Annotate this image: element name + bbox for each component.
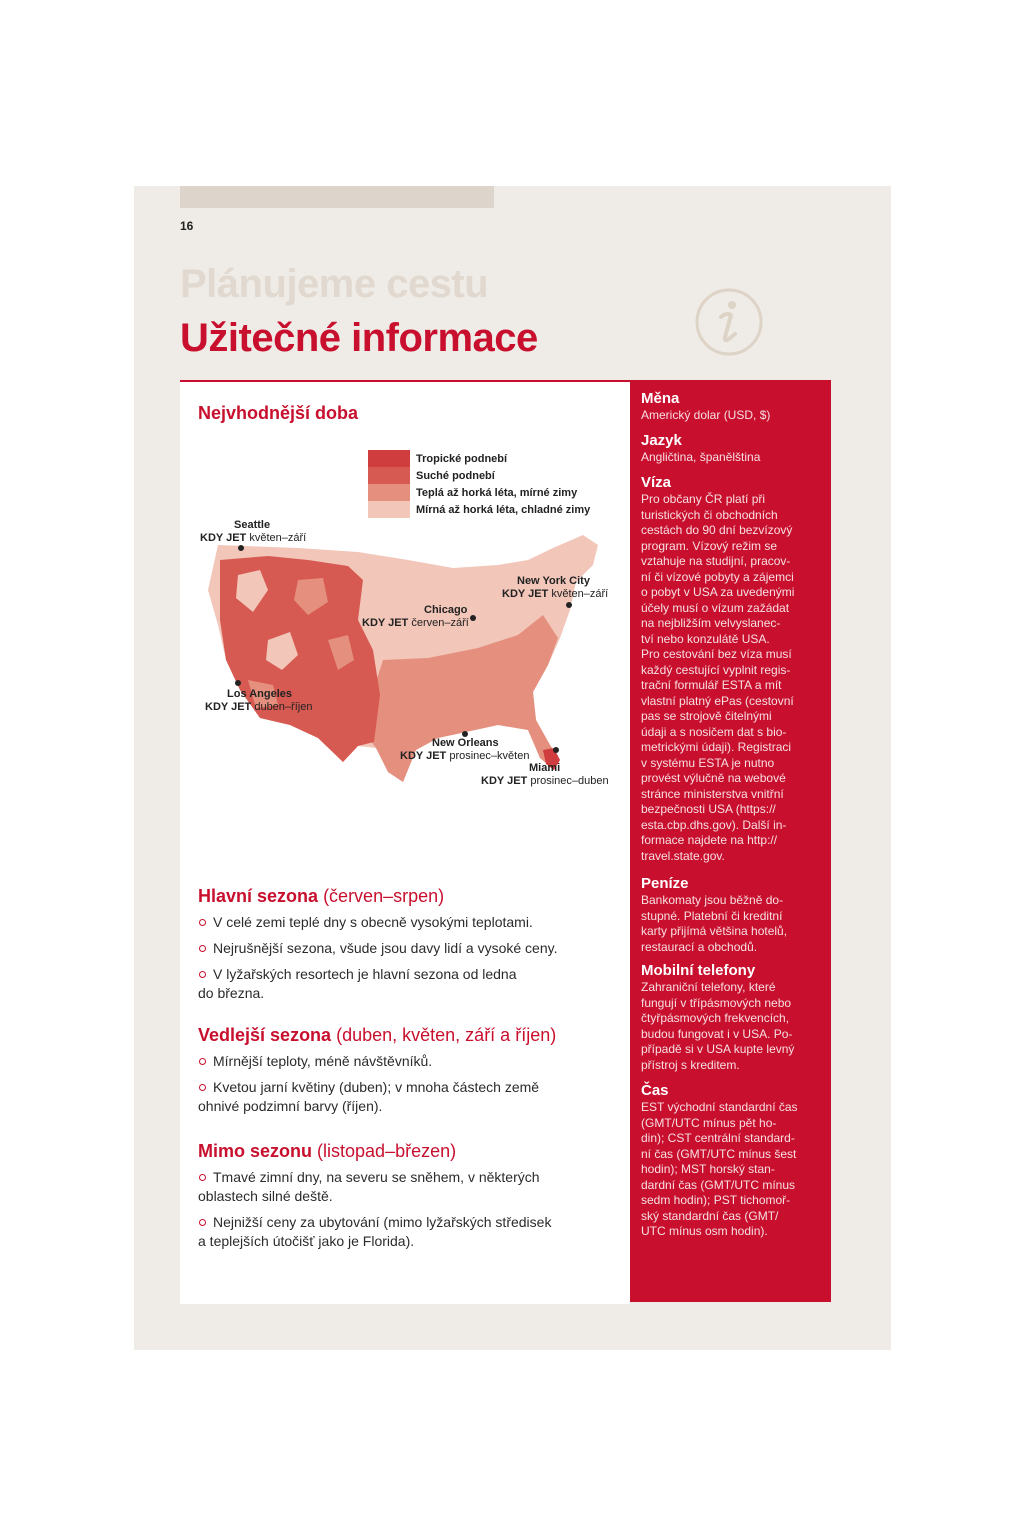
page-number: 16 [180,219,194,233]
city-name: New Orleans [432,737,499,749]
sidebar-line: v systému ESTA je nutno [641,755,775,770]
when-range: prosinec–květen [449,750,530,762]
sidebar-line: budou fungovat i v USA. Po- [641,1026,793,1041]
sidebar-heading: Víza [641,474,672,491]
city-name: Chicago [424,604,468,616]
page-title: Užitečné informace [180,316,538,360]
when-range: prosinec–duben [530,775,609,787]
sidebar-line: účely musí o vízum zažádat [641,600,790,615]
sidebar-line: metrickými údaji). Registraci [641,740,792,754]
sidebar-text [641,980,821,1073]
sidebar-line: formace najdete na http:// [641,833,778,847]
sidebar-line: bezpečnosti USA (https:// [641,802,776,816]
bullet-text-continued: do března. [198,985,265,1001]
sidebar-line: stránce ministerstva vnitřní [641,786,784,801]
best-time-heading: Nejvhodnější doba [198,403,359,423]
chapter-kicker: Plánujeme cestu [180,262,489,306]
legend-swatch-warm [368,484,410,501]
sidebar-line: Angličtina, španělština [641,450,761,464]
sidebar-line: sedm hodin); PST tichomoř- [641,1193,791,1207]
when-range: květen–září [551,588,609,600]
sidebar-line: údaji a s nosičem dat s bio- [641,724,787,739]
legend-row [368,450,590,467]
city-marker-la [235,680,241,686]
city-name: Los Angeles [227,688,292,700]
sidebar-line: provést výlučně na webové [641,771,786,785]
sidebar-line: Americký dolar (USD, $) [641,408,771,422]
sidebar-visa [641,474,821,864]
sidebar-heading: Měna [641,390,680,407]
sidebar-line: dardní čas (GMT/UTC mínus [641,1177,796,1192]
season-bullet: V celé zemi teplé dny s obecně vysokými teplotami. [198,913,618,932]
sidebar-line: Zahraniční telefony, které [641,980,776,994]
when-range: duben–říjen [254,701,313,713]
sidebar-heading: Jazyk [641,432,682,449]
info-icon [694,287,764,357]
legend-row [368,484,590,501]
legend-label: Mírná až horká léta, chladné zimy [416,503,591,516]
bullet-text: Kvetou jarní květiny (duben); v mnoha částech země [213,1079,540,1095]
sidebar-text [641,492,821,864]
season-bullet [198,1168,618,1206]
when-label: KDY JET [205,701,252,713]
bullet-text-continued: ohnivé podzimní barvy (říjen). [198,1098,383,1114]
bullet-text: Nejnižší ceny za ubytování (mimo lyžařských středisek [213,1214,552,1230]
sidebar-line: trační formulář ESTA a mít [641,678,782,692]
city-marker-miami [553,747,559,753]
sidebar-line: pas se strojově čitelnými [641,709,772,723]
sidebar-text [641,408,821,424]
sidebar-line: ní či vízové pobyty a zájemci [641,569,794,584]
legend-label: Teplá až horká léta, mírné zimy [416,486,578,499]
sidebar-line: Pro cestování bez víza musí [641,647,792,661]
legend-label: Suché podnebí [416,469,495,482]
city-name: Miami [529,762,561,774]
sidebar-line: Bankomaty jsou běžně do- [641,893,784,907]
sidebar-line: o pobyt v USA za uvedenými [641,585,795,599]
legend-row [368,467,590,484]
sidebar-line: vlastní platný ePas (cestovní [641,693,794,708]
sidebar-heading: Čas [641,1082,669,1099]
season-high [198,886,618,1010]
legend-swatch-tropical [368,450,410,467]
when-label: KDY JET [502,588,549,600]
city-label-los-angeles [205,688,312,714]
season-heading [198,1025,618,1046]
sidebar-line: turistických či obchodních [641,507,778,522]
season-bullet [198,965,618,1003]
sidebar-line: restaurací a obchodů. [641,939,758,954]
city-label-new-orleans [400,737,529,763]
legend-swatch-dry [368,467,410,484]
city-marker-nyc [566,602,572,608]
climate-legend [368,450,590,518]
season-heading [198,1141,618,1162]
bullet-text: Tmavé zimní dny, na severu se sněhem, v některých [213,1169,540,1185]
sidebar-heading: Peníze [641,875,689,892]
legend-row [368,501,590,518]
season-shoulder [198,1025,618,1123]
bullet-text-continued: oblastech silné deště. [198,1188,333,1204]
sidebar-line: (GMT/UTC mínus pět ho- [641,1115,777,1130]
season-range: (listopad–březen) [317,1141,457,1161]
season-name: Hlavní sezona [198,886,319,906]
sidebar-text [641,450,821,466]
season-low [198,1141,618,1258]
season-name: Mimo sezonu [198,1141,313,1161]
city-marker-chicago [470,615,476,621]
sidebar-text [641,893,821,955]
legend-label: Tropické podnebí [416,452,508,465]
city-label-new-york [502,575,608,601]
city-label-chicago [362,604,469,630]
city-name: New York City [517,575,590,587]
page-tab-strip [180,186,494,208]
sidebar-line: program. Vízový režim se [641,538,778,553]
sidebar-heading: Mobilní telefony [641,962,756,979]
sidebar-line: případě si v USA kupte levný [641,1042,795,1056]
when-label: KDY JET [400,750,447,762]
sidebar-time [641,1082,821,1240]
sidebar-text [641,1100,821,1240]
sidebar-line: tví nebo konzulátě USA. [641,631,770,646]
season-range: (červen–srpen) [323,886,445,906]
sidebar-line: Pro občany ČR platí při [641,492,766,506]
city-marker-seattle [238,545,244,551]
sidebar-line: karty přijímá většina hotelů, [641,924,788,938]
sidebar-line: travel.state.gov. [641,848,725,863]
season-bullet [198,1078,618,1116]
season-name: Vedlejší sezona [198,1025,332,1045]
sidebar-line: cestách do 90 dní bezvízový [641,523,793,537]
sidebar-line: každý cestující vyplnit regis- [641,662,791,677]
season-heading [198,886,618,907]
sidebar-line: ní čas (GMT/UTC mínus šest [641,1146,797,1161]
city-label-seattle [200,519,306,545]
sidebar-line: EST východní standardní čas [641,1100,798,1114]
sidebar-line: vztahuje na studijní, pracov- [641,554,791,568]
season-bullet: Nejrušnější sezona, všude jsou davy lidí a vysoké ceny. [198,939,618,958]
season-bullet [198,1213,618,1251]
legend-swatch-mild [368,501,410,518]
season-bullet: Mírnější teploty, méně návštěvníků. [198,1052,618,1071]
sidebar-line: fungují v třípásmových nebo [641,995,792,1010]
when-label: KDY JET [362,617,409,629]
city-label-miami [481,762,609,788]
city-name: Seattle [234,519,271,531]
when-range: červen–září [411,617,469,629]
sidebar-line: čtyřpásmových frekvencích, [641,1011,790,1025]
sidebar-language [641,432,821,466]
season-range: (duben, květen, září a říjen) [336,1025,557,1045]
sidebar-line: stupné. Platební či kreditní [641,908,783,923]
sidebar-currency [641,390,821,424]
sidebar-line: na nejbližším velvyslanec- [641,616,781,630]
sidebar-line: hodin); MST horský stan- [641,1162,775,1176]
sidebar-money [641,875,821,955]
when-range: květen–září [249,532,307,544]
when-label: KDY JET [200,532,247,544]
sidebar-line: přístroj s kreditem. [641,1057,740,1072]
bullet-text-continued: a teplejších útočišť jako je Florida). [198,1233,415,1249]
bullet-text: V lyžařských resortech je hlavní sezona od ledna [213,966,517,982]
sidebar-line: din); CST centrální standard- [641,1131,795,1145]
when-label: KDY JET [481,775,528,787]
sidebar-line: UTC mínus osm hodin). [641,1224,768,1238]
sidebar-line: esta.cbp.dhs.gov). Další in- [641,817,787,832]
sidebar-mobile [641,962,821,1073]
sidebar-line: ský standardní čas (GMT/ [641,1208,779,1223]
